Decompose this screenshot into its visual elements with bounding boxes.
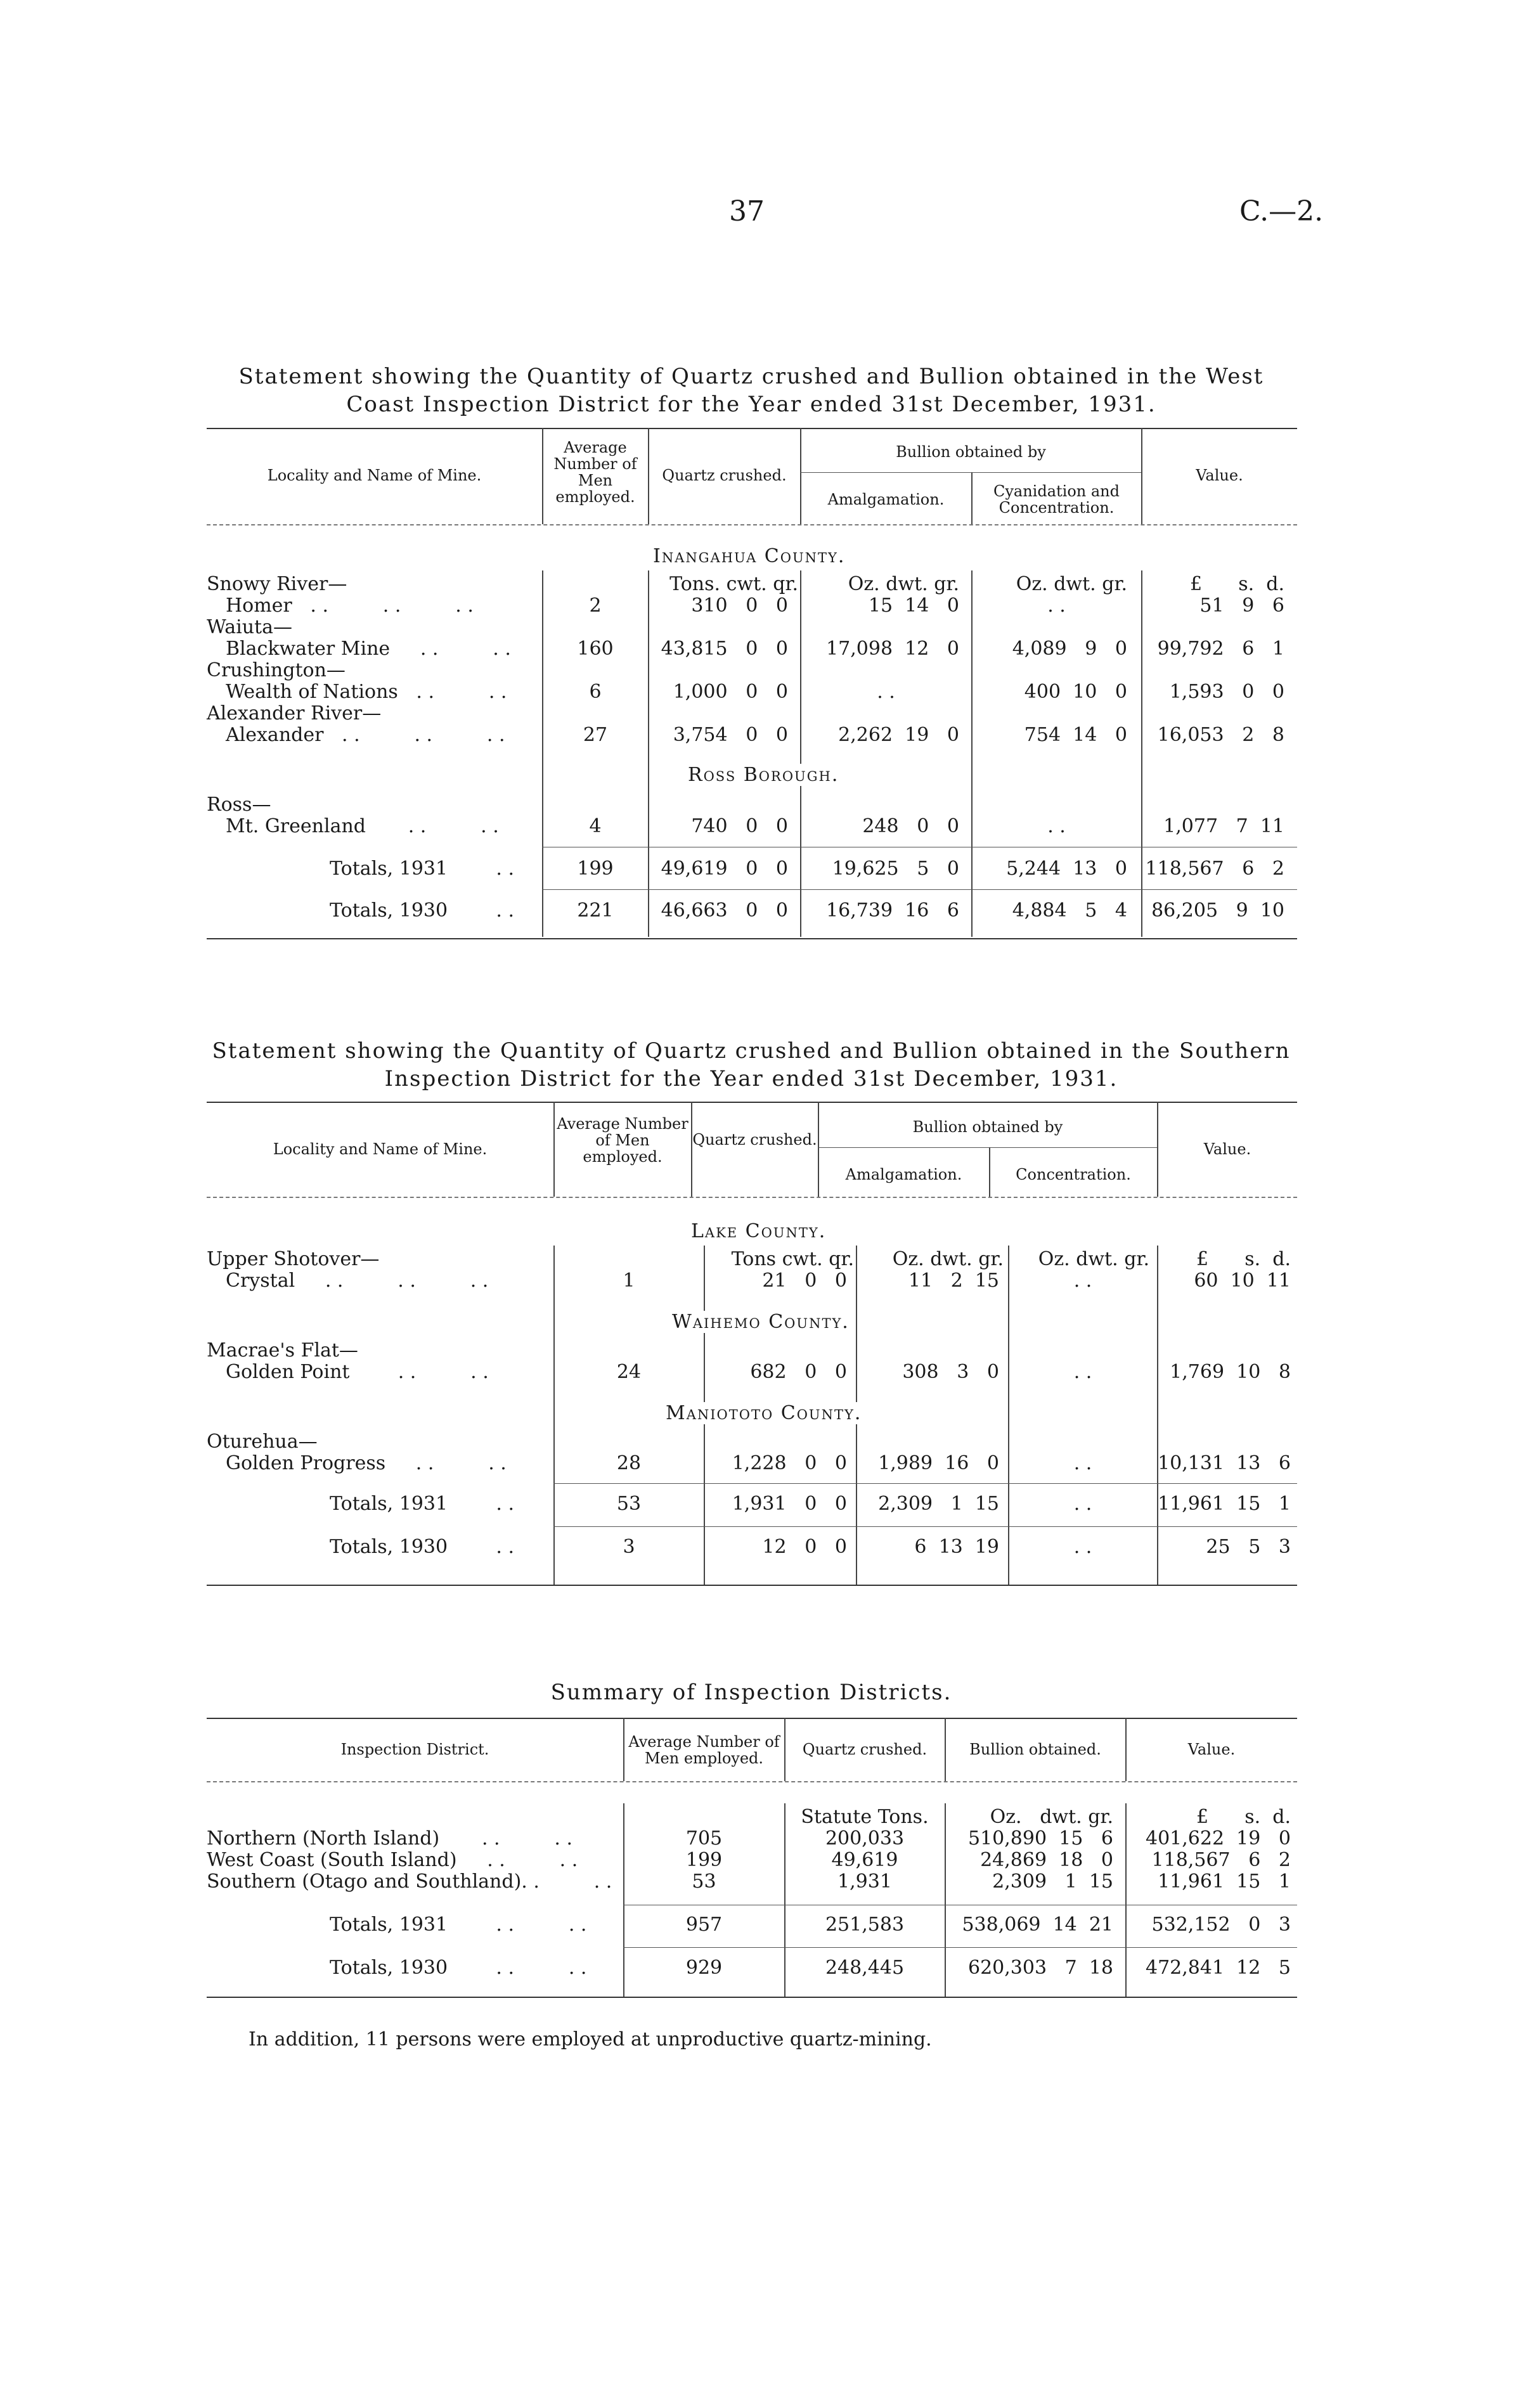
footnote: In addition, 11 persons were employed at unproductive quartz-mining. bbox=[249, 2028, 932, 2051]
table1-header-bullion: Bullion obtained by bbox=[896, 443, 1046, 461]
table1-header-locality: Locality and Name of Mine. bbox=[267, 467, 482, 484]
table3-totals-1930-label: Totals, 1930 . . . . bbox=[330, 1957, 587, 1979]
table1-amalgamation-mt-greenland: 248 0 0 bbox=[862, 815, 959, 837]
table2-unit-value: £ s. d. bbox=[1196, 1248, 1291, 1270]
table1-men-wealth-of-nations: 6 bbox=[589, 681, 602, 703]
table3-bullion-northern: 510,890 15 6 bbox=[968, 1827, 1113, 1850]
table3-unit-value: £ s. d. bbox=[1196, 1806, 1291, 1828]
table3-value-northern: 401,622 19 0 bbox=[1146, 1827, 1291, 1850]
table1-header-value: Value. bbox=[1196, 467, 1243, 484]
table2-amalgamation-golden-point: 308 3 0 bbox=[902, 1361, 999, 1383]
table1-value-mt-greenland: 1,077 7 11 bbox=[1163, 815, 1284, 837]
table1-amalgamation-homer: 15 14 0 bbox=[868, 595, 959, 617]
table3-header-bullion: Bullion obtained. bbox=[969, 1741, 1101, 1758]
table2-locality-upper-shotover: Upper Shotover— bbox=[207, 1248, 380, 1270]
table3-totals-1930-value: 472,841 12 5 bbox=[1146, 1957, 1291, 1979]
table1-unit-cyanidation: Oz. dwt. gr. bbox=[1016, 573, 1127, 595]
table3-quartz-southern: 1,931 bbox=[837, 1870, 892, 1893]
table3-totals-1931-value: 532,152 0 3 bbox=[1151, 1914, 1291, 1936]
table2-men-crystal: 1 bbox=[623, 1270, 635, 1292]
table2-quartz-golden-point: 682 0 0 bbox=[750, 1361, 847, 1383]
table1-locality-ross: Ross— bbox=[207, 794, 271, 816]
table1-totals-1931-label: Totals, 1931 . . bbox=[330, 858, 514, 880]
table2-totals-1930-label: Totals, 1930 . . bbox=[330, 1536, 514, 1558]
table3-title: Summary of Inspection Districts. bbox=[550, 1680, 952, 1705]
table1-quartz-alexander: 3,754 0 0 bbox=[673, 724, 788, 746]
table3-bullion-west-coast: 24,869 18 0 bbox=[980, 1849, 1113, 1871]
table2-header-value: Value. bbox=[1203, 1140, 1251, 1158]
table1-header-cyanidation: Cyanidation and Concentration. bbox=[993, 482, 1120, 517]
table3-district-northern: Northern (North Island) . . . . bbox=[207, 1827, 573, 1850]
table1-value-wealth-of-nations: 1,593 0 0 bbox=[1169, 681, 1284, 703]
table3-totals-1930-bullion: 620,303 7 18 bbox=[968, 1957, 1113, 1979]
table1-quartz-mt-greenland: 740 0 0 bbox=[691, 815, 788, 837]
table2-concentration-golden-point: . . bbox=[1073, 1361, 1092, 1383]
table1-unit-value: £ s. d. bbox=[1189, 573, 1284, 595]
table1-mine-alexander: Alexander . . . . . . bbox=[226, 724, 505, 746]
table1-top-rule bbox=[207, 428, 1297, 429]
table3-value-southern: 11,961 15 1 bbox=[1158, 1870, 1291, 1893]
table3-header-quartz: Quartz crushed. bbox=[802, 1741, 928, 1758]
table2-locality-macraes-flat: Macrae's Flat— bbox=[207, 1339, 358, 1362]
table1-men-alexander: 27 bbox=[583, 724, 608, 746]
table1-totals-1931-quartz: 49,619 0 0 bbox=[661, 858, 788, 880]
table1-locality-alexander-river: Alexander River— bbox=[207, 702, 382, 724]
table2-totals-1930-quartz: 12 0 0 bbox=[762, 1536, 847, 1558]
table1-amalgamation-alexander: 2,262 19 0 bbox=[838, 724, 959, 746]
table1-header-quartz: Quartz crushed. bbox=[662, 467, 787, 484]
table1-locality-crushington: Crushington— bbox=[207, 659, 346, 681]
table2-value-golden-point: 1,769 10 8 bbox=[1170, 1361, 1291, 1383]
table1-quartz-homer: 310 0 0 bbox=[691, 595, 788, 617]
table2-amalgamation-golden-progress: 1,989 16 0 bbox=[878, 1452, 999, 1474]
table1-totals-1931-men: 199 bbox=[577, 858, 614, 880]
table3-men-west-coast: 199 bbox=[685, 1849, 723, 1871]
table2-amalgamation-crystal: 11 2 15 bbox=[908, 1270, 999, 1292]
table3-header-value: Value. bbox=[1187, 1741, 1236, 1758]
table3-bullion-southern: 2,309 1 15 bbox=[992, 1870, 1113, 1893]
table1-section-inangahua: Inangahua County. bbox=[653, 545, 846, 567]
table1-totals-1930-label: Totals, 1930 . . bbox=[330, 899, 514, 922]
table3-totals-1930-men: 929 bbox=[685, 1957, 723, 1979]
table1-value-blackwater: 99,792 6 1 bbox=[1157, 638, 1284, 660]
table2-header-bullion: Bullion obtained by bbox=[912, 1118, 1063, 1136]
table2-men-golden-progress: 28 bbox=[616, 1452, 642, 1474]
table1-section-ross: Ross Borough. bbox=[682, 764, 845, 786]
table1-header-rule bbox=[207, 524, 1297, 525]
table2-value-golden-progress: 10,131 13 6 bbox=[1158, 1452, 1291, 1474]
page-number: 37 bbox=[729, 195, 765, 228]
table2-totals-1931-men: 53 bbox=[616, 1493, 642, 1515]
table3-district-southern: Southern (Otago and Southland). . . . bbox=[207, 1870, 612, 1893]
table2-totals-1931-quartz: 1,931 0 0 bbox=[732, 1493, 847, 1515]
table1-amalgamation-wealth-of-nations: . . bbox=[877, 681, 895, 703]
table2-locality-oturehua: Oturehua— bbox=[207, 1431, 318, 1453]
table3-top-rule bbox=[207, 1718, 1297, 1719]
table1-totals-1931-value: 118,567 6 2 bbox=[1145, 858, 1284, 880]
table2-header-men: Average Number of Men employed. bbox=[557, 1115, 688, 1166]
table3-bottom-rule bbox=[207, 1997, 1297, 1998]
table1-quartz-blackwater: 43,815 0 0 bbox=[661, 638, 788, 660]
table1-value-alexander: 16,053 2 8 bbox=[1157, 724, 1284, 746]
table2-section-lake: Lake County. bbox=[685, 1220, 832, 1242]
table1-locality-waiuta: Waiuta— bbox=[207, 616, 292, 638]
table2-totals-1930-concentration: . . bbox=[1073, 1536, 1092, 1558]
table1-mine-homer: Homer . . . . . . bbox=[226, 595, 474, 617]
table3-totals-1930-quartz: 248,445 bbox=[825, 1957, 905, 1979]
table2-mine-crystal: Crystal . . . . . . bbox=[226, 1270, 489, 1292]
table2-header-concentration: Concentration. bbox=[1016, 1166, 1131, 1183]
table2-top-rule bbox=[207, 1102, 1297, 1103]
table1-mine-wealth-of-nations: Wealth of Nations . . . . bbox=[226, 681, 507, 703]
table2-header-rule bbox=[207, 1197, 1297, 1198]
table1-men-blackwater: 160 bbox=[577, 638, 614, 660]
table1-cyanidation-homer: . . bbox=[1047, 595, 1066, 617]
table1-quartz-wealth-of-nations: 1,000 0 0 bbox=[673, 681, 788, 703]
table3-men-southern: 53 bbox=[692, 1870, 716, 1893]
table2-header-quartz: Quartz crushed. bbox=[692, 1131, 817, 1149]
table2-totals-1931-concentration: . . bbox=[1073, 1493, 1092, 1515]
table1-header-men: Average Number of Men employed. bbox=[553, 439, 637, 506]
table3-unit-quartz: Statute Tons. bbox=[801, 1806, 929, 1828]
table1-totals-1930-men: 221 bbox=[577, 899, 614, 922]
table2-quartz-golden-progress: 1,228 0 0 bbox=[732, 1452, 847, 1474]
table1-value-homer: 51 9 6 bbox=[1199, 595, 1284, 617]
table1-totals-1930-cyanidation: 4,884 5 4 bbox=[1012, 899, 1127, 922]
table1-totals-1931-amalgamation: 19,625 5 0 bbox=[832, 858, 959, 880]
table2-bottom-rule bbox=[207, 1585, 1297, 1586]
table3-men-northern: 705 bbox=[685, 1827, 723, 1850]
table2-mine-golden-point: Golden Point . . . . bbox=[226, 1361, 489, 1383]
table2-title-line1: Statement showing the Quantity of Quartz crushed and Bullion obtained in the Southern bbox=[212, 1038, 1291, 1064]
table1-totals-1930-value: 86,205 9 10 bbox=[1151, 899, 1284, 922]
table2-totals-1931-label: Totals, 1931 . . bbox=[330, 1493, 514, 1515]
table2-header-locality: Locality and Name of Mine. bbox=[273, 1140, 488, 1158]
table2-mine-golden-progress: Golden Progress . . . . bbox=[226, 1452, 507, 1474]
table1-men-mt-greenland: 4 bbox=[589, 815, 602, 837]
table2-title-line2: Inspection District for the Year ended 31st December, 1931. bbox=[384, 1066, 1118, 1091]
table2-concentration-golden-progress: . . bbox=[1073, 1452, 1092, 1474]
table1-cyanidation-wealth-of-nations: 400 10 0 bbox=[1024, 681, 1127, 703]
table1-title-line2: Coast Inspection District for the Year ended 31st December, 1931. bbox=[346, 392, 1156, 417]
table3-totals-1931-men: 957 bbox=[685, 1914, 723, 1936]
table3-totals-1931-quartz: 251,583 bbox=[825, 1914, 905, 1936]
table3-header-men: Average Number of Men employed. bbox=[628, 1733, 780, 1767]
table2-men-golden-point: 24 bbox=[616, 1361, 642, 1383]
table2-totals-1930-value: 25 5 3 bbox=[1206, 1536, 1291, 1558]
table1-title-line1: Statement showing the Quantity of Quartz crushed and Bullion obtained in the West bbox=[238, 364, 1264, 389]
table3-totals-1931-bullion: 538,069 14 21 bbox=[962, 1914, 1113, 1936]
table3-unit-bullion: Oz. dwt. gr. bbox=[990, 1806, 1113, 1828]
table1-unit-quartz: Tons. cwt. qr. bbox=[669, 573, 798, 595]
table1-bottom-rule bbox=[207, 938, 1297, 939]
table2-totals-1931-amalgamation: 2,309 1 15 bbox=[878, 1493, 999, 1515]
table2-unit-quartz: Tons cwt. qr. bbox=[731, 1248, 854, 1270]
report-reference: C.—2. bbox=[1239, 195, 1324, 228]
table2-header-amalgamation: Amalgamation. bbox=[845, 1166, 962, 1183]
table2-totals-1930-men: 3 bbox=[623, 1536, 635, 1558]
table2-section-maniototo: Maniototo County. bbox=[659, 1402, 868, 1424]
table3-header-rule bbox=[207, 1781, 1297, 1782]
table2-value-crystal: 60 10 11 bbox=[1194, 1270, 1291, 1292]
table3-totals-1931-label: Totals, 1931 . . . . bbox=[330, 1914, 587, 1936]
table3-quartz-west-coast: 49,619 bbox=[831, 1849, 898, 1871]
table1-cyanidation-blackwater: 4,089 9 0 bbox=[1012, 638, 1127, 660]
table3-quartz-northern: 200,033 bbox=[825, 1827, 905, 1850]
table1-locality-snowy-river: Snowy River— bbox=[207, 573, 347, 595]
table3-value-west-coast: 118,567 6 2 bbox=[1151, 1849, 1291, 1871]
table2-section-waihemo: Waihemo County. bbox=[666, 1311, 856, 1333]
table1-men-homer: 2 bbox=[589, 595, 602, 617]
table1-amalgamation-blackwater: 17,098 12 0 bbox=[826, 638, 959, 660]
table2-quartz-crystal: 21 0 0 bbox=[762, 1270, 847, 1292]
table1-mine-mt-greenland: Mt. Greenland . . . . bbox=[226, 815, 499, 837]
table2-unit-concentration: Oz. dwt. gr. bbox=[1038, 1248, 1149, 1270]
table2-totals-1931-value: 11,961 15 1 bbox=[1158, 1493, 1291, 1515]
table3-header-district: Inspection District. bbox=[340, 1741, 489, 1758]
table1-cyanidation-mt-greenland: . . bbox=[1047, 815, 1066, 837]
table1-cyanidation-alexander: 754 14 0 bbox=[1024, 724, 1127, 746]
table1-header-amalgamation: Amalgamation. bbox=[827, 491, 945, 508]
table1-unit-amalgamation: Oz. dwt. gr. bbox=[848, 573, 959, 595]
table1-totals-1930-amalgamation: 16,739 16 6 bbox=[826, 899, 959, 922]
table1-totals-1930-quartz: 46,663 0 0 bbox=[661, 899, 788, 922]
table3-district-west-coast: West Coast (South Island) . . . . bbox=[207, 1849, 578, 1871]
table1-mine-blackwater: Blackwater Mine . . . . bbox=[226, 638, 511, 660]
table2-concentration-crystal: . . bbox=[1073, 1270, 1092, 1292]
table2-totals-1930-amalgamation: 6 13 19 bbox=[914, 1536, 999, 1558]
table1-totals-1931-cyanidation: 5,244 13 0 bbox=[1006, 858, 1127, 880]
table2-unit-amalgamation: Oz. dwt. gr. bbox=[892, 1248, 1004, 1270]
